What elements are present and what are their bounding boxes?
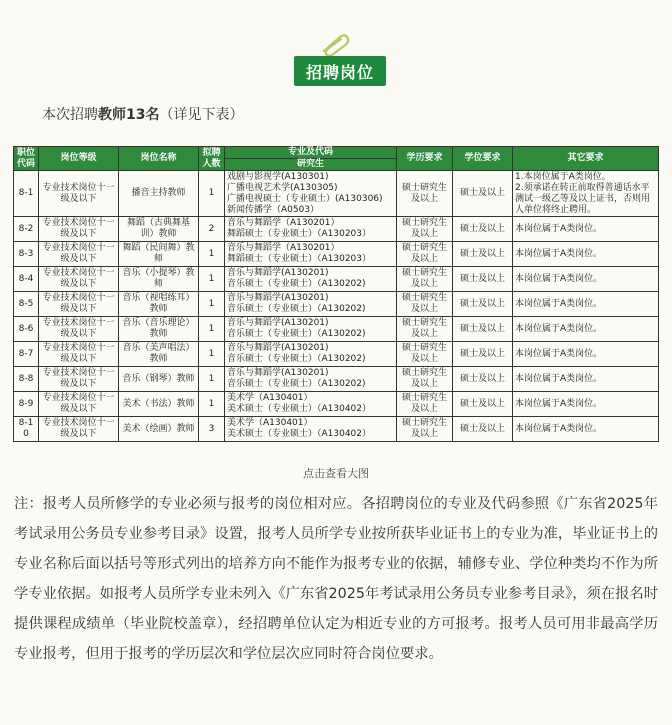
cell-name: 美术（绘画）教师	[119, 417, 199, 442]
cell-edu: 硕士研究生及以上	[397, 267, 453, 292]
cell-other: 本岗位属于A类岗位。	[513, 392, 659, 417]
header-name: 岗位名称	[119, 147, 199, 171]
cell-count: 1	[199, 171, 225, 217]
cell-code: 8-8	[14, 367, 39, 392]
cell-major: 音乐与舞蹈学（A130201） 舞蹈硕士（专业硕士）（A130203）	[225, 217, 397, 242]
cell-other: 本岗位属于A类岗位。	[513, 367, 659, 392]
cell-code: 8-3	[14, 242, 39, 267]
notice-paragraph: 注：报考人员所修学的专业必须与报考的岗位相对应。各招聘岗位的专业及代码参照《广东省2025年考试录用公务员专业参考目录》设置，报考人员所学专业按所获毕业证书上的专业为准，毕业证书上的专业名称后面以括号等形式列出的培养方向不能作为报考专业的依据，辅修专业、学位种类均不作为所学专业依据。如报考人员所学专业未列入《广东省2025年考试录用公务员专业参考目录》，须在报名时提供课程成绩单（毕业院校盖章），经招聘单位认定为相近专业的方可报考。报考人员可用非最高学历专业报考，但用于报考的学历层次和学位层次应同时符合岗位要求。	[14, 496, 658, 662]
cell-other: 本岗位属于A类岗位。	[513, 292, 659, 317]
header-major: 专业及代码	[225, 147, 397, 159]
cell-edu: 硕士研究生及以上	[397, 367, 453, 392]
cell-code: 8-2	[14, 217, 39, 242]
cell-level: 专业技术岗位十一级及以下	[39, 367, 119, 392]
cell-code: 8-4	[14, 267, 39, 292]
cell-level: 专业技术岗位十一级及以下	[39, 171, 119, 217]
cell-count: 1	[199, 242, 225, 267]
cell-level: 专业技术岗位十一级及以下	[39, 267, 119, 292]
cell-level: 专业技术岗位十一级及以下	[39, 342, 119, 367]
cell-edu: 硕士研究生及以上	[397, 242, 453, 267]
cell-other: 本岗位属于A类岗位。	[513, 217, 659, 242]
cell-name: 音乐（美声唱法）教师	[119, 342, 199, 367]
cell-count: 3	[199, 417, 225, 442]
cell-edu: 硕士研究生及以上	[397, 171, 453, 217]
cell-name: 音乐（音乐理论）教师	[119, 317, 199, 342]
cell-degree: 硕士及以上	[453, 217, 513, 242]
table-row	[14, 242, 659, 267]
positions-table[interactable]	[13, 146, 659, 442]
summary-suffix: （详见下表）	[159, 107, 244, 123]
cell-other: 本岗位属于A类岗位。	[513, 342, 659, 367]
table-row	[14, 392, 659, 417]
cell-degree: 硕士及以上	[453, 367, 513, 392]
cell-name: 音乐（视唱练耳）教师	[119, 292, 199, 317]
table-row	[14, 292, 659, 317]
cell-major: 戏剧与影视学(A130301) 广播电视艺术学(A130305) 广播电视硕士（专业硕士）(A130306) 新闻传播学（A0503）	[225, 171, 397, 217]
cell-other: 本岗位属于A类岗位。	[513, 417, 659, 442]
header-count: 拟聘人数	[199, 147, 225, 171]
summary-count: 教师13名	[98, 107, 160, 123]
cell-name: 播音主持教师	[119, 171, 199, 217]
cell-name: 舞蹈（民间舞）教师	[119, 242, 199, 267]
cell-level: 专业技术岗位十一级及以下	[39, 292, 119, 317]
summary-prefix: 本次招聘	[42, 107, 98, 123]
cell-major: 美术学（A130401） 美术硕士（专业硕士）（A130402）	[225, 392, 397, 417]
paperclip-icon	[320, 33, 350, 57]
cell-code: 8-5	[14, 292, 39, 317]
cell-major: 美术学（A130401） 美术硕士（专业硕士）（A130402）	[225, 417, 397, 442]
cell-degree: 硕士及以上	[453, 171, 513, 217]
cell-other: 本岗位属于A类岗位。	[513, 242, 659, 267]
cell-count: 1	[199, 367, 225, 392]
cell-degree: 硕士及以上	[453, 242, 513, 267]
cell-degree: 硕士及以上	[453, 342, 513, 367]
cell-count: 1	[199, 392, 225, 417]
cell-other: 本岗位属于A类岗位。	[513, 317, 659, 342]
cell-name: 音乐（小提琴）教师	[119, 267, 199, 292]
cell-count: 1	[199, 342, 225, 367]
cell-degree: 硕士及以上	[453, 292, 513, 317]
section-banner	[294, 56, 386, 86]
header-major-sub: 研究生	[225, 159, 397, 171]
cell-code: 8-7	[14, 342, 39, 367]
table-row	[14, 171, 659, 217]
table-row	[14, 417, 659, 442]
cell-major: 音乐与舞蹈学(A130201) 音乐硕士（专业硕士）（A130202)	[225, 317, 397, 342]
view-larger-link[interactable]: 点击查看大图	[303, 467, 369, 480]
cell-other: 本岗位属于A类岗位。	[513, 267, 659, 292]
cell-level: 专业技术岗位十一级及以下	[39, 217, 119, 242]
table-row	[14, 317, 659, 342]
cell-count: 1	[199, 267, 225, 292]
cell-code: 8-6	[14, 317, 39, 342]
cell-edu: 硕士研究生及以上	[397, 417, 453, 442]
cell-edu: 硕士研究生及以上	[397, 317, 453, 342]
table-row	[14, 267, 659, 292]
header-other: 其它要求	[513, 147, 659, 171]
cell-count: 2	[199, 217, 225, 242]
cell-major: 音乐与舞蹈学(A130201) 音乐硕士（专业硕士）（A130202)	[225, 367, 397, 392]
cell-level: 专业技术岗位十一级及以下	[39, 242, 119, 267]
cell-degree: 硕士及以上	[453, 392, 513, 417]
cell-name: 音乐（钢琴）教师	[119, 367, 199, 392]
cell-level: 专业技术岗位十一级及以下	[39, 392, 119, 417]
table-row	[14, 367, 659, 392]
cell-count: 1	[199, 292, 225, 317]
table-row	[14, 342, 659, 367]
cell-edu: 硕士研究生及以上	[397, 392, 453, 417]
cell-code: 8-10	[14, 417, 39, 442]
cell-name: 美术（书法）教师	[119, 392, 199, 417]
cell-degree: 硕士及以上	[453, 317, 513, 342]
cell-level: 专业技术岗位十一级及以下	[39, 317, 119, 342]
header-edu: 学历要求	[397, 147, 453, 171]
cell-major: 音乐与舞蹈学(A130201) 音乐硕士（专业硕士）（A130202)	[225, 292, 397, 317]
cell-name: 舞蹈（古典舞基训）教师	[119, 217, 199, 242]
cell-count: 1	[199, 317, 225, 342]
cell-edu: 硕士研究生及以上	[397, 342, 453, 367]
header-degree: 学位要求	[453, 147, 513, 171]
banner-title: 招聘岗位	[305, 62, 374, 82]
header-level: 岗位等级	[39, 147, 119, 171]
table-row	[14, 217, 659, 242]
cell-major: 音乐与舞蹈学(A130201) 音乐硕士（专业硕士）（A130202)	[225, 342, 397, 367]
cell-edu: 硕士研究生及以上	[397, 292, 453, 317]
cell-other: 1.本岗位属于A类岗位。 2.须承诺在转正前取得普通话水平测试一级乙等及以上证书，否则用人单位将终止聘用。	[513, 171, 659, 217]
cell-level: 专业技术岗位十一级及以下	[39, 417, 119, 442]
header-code: 职位代码	[14, 147, 39, 171]
recruitment-summary	[42, 104, 243, 124]
cell-edu: 硕士研究生及以上	[397, 217, 453, 242]
cell-major: 音乐与舞蹈学(A130201) 音乐硕士（专业硕士）（A130202)	[225, 267, 397, 292]
cell-code: 8-9	[14, 392, 39, 417]
cell-code: 8-1	[14, 171, 39, 217]
cell-major: 音乐与舞蹈学（A130201） 舞蹈硕士（专业硕士）（A130203）	[225, 242, 397, 267]
cell-degree: 硕士及以上	[453, 267, 513, 292]
cell-degree: 硕士及以上	[453, 417, 513, 442]
